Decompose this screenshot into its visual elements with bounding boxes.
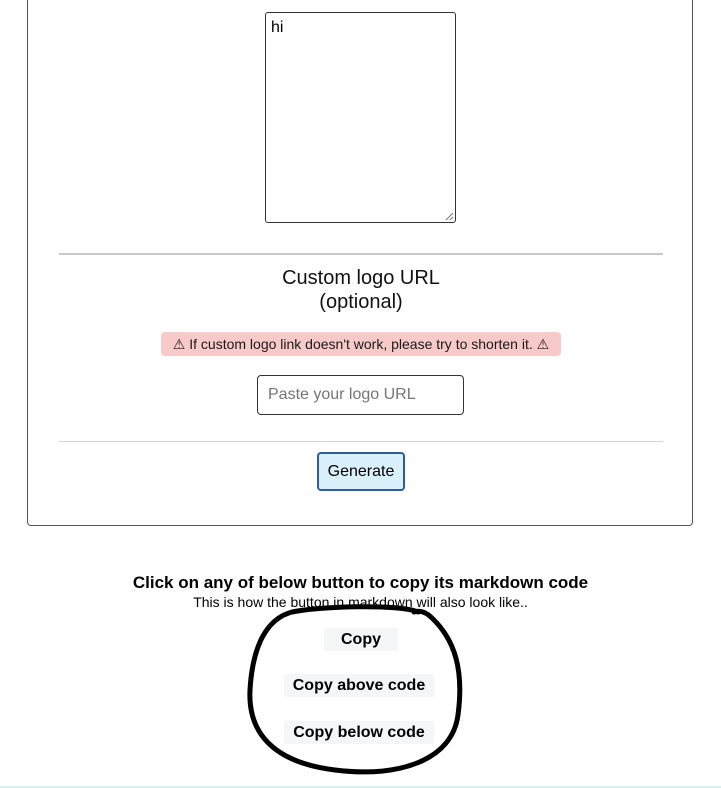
copy-below-code-button[interactable]: Copy below code: [284, 721, 434, 744]
logo-warning-banner: ⚠ If custom logo link doesn't work, please try to shorten it. ⚠: [161, 332, 561, 356]
logo-url-input[interactable]: [257, 375, 464, 415]
copy-button[interactable]: Copy: [324, 628, 398, 651]
copy-instructions-title: Click on any of below button to copy its markdown code: [132, 573, 589, 592]
message-textarea[interactable]: [265, 12, 456, 223]
resize-grip-icon[interactable]: [445, 212, 454, 221]
form-footer-divider: [59, 441, 663, 442]
section-divider: [59, 253, 663, 255]
logo-section-title-line2: (optional): [319, 291, 403, 313]
generate-button[interactable]: Generate: [317, 452, 405, 491]
logo-section-title: [59, 266, 663, 314]
copy-instructions-subtitle: This is how the button in markdown will also look like..: [193, 594, 528, 610]
logo-section-title-line1: Custom logo URL: [282, 267, 440, 289]
copy-above-code-button[interactable]: Copy above code: [284, 674, 434, 697]
